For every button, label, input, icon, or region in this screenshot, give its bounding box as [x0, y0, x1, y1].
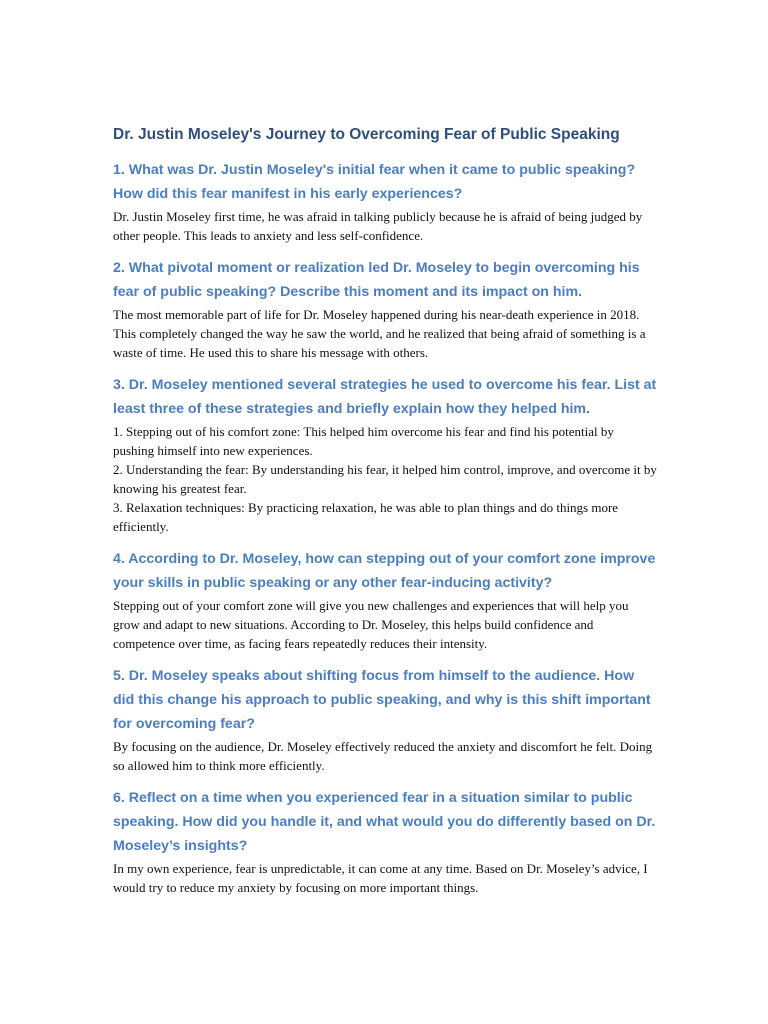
- document-title: Dr. Justin Moseley's Journey to Overcoming Fear of Public Speaking: [113, 126, 620, 143]
- question-heading: 6. Reflect on a time when you experienced fear in a situation similar to public speaking. How did you handle it, and what would you do differently based on Dr. Moseley’s insights?: [113, 790, 656, 854]
- qa-section-3: [113, 373, 658, 536]
- answer-paragraph: Dr. Justin Moseley first time, he was afraid in talking publicly because he is afraid of being judged by other people. This leads to anxiety and less self-confidence.: [113, 209, 643, 243]
- strategy-item: 1. Stepping out of his comfort zone: This helped him overcome his fear and find his potential by pushing himself into new experiences.: [113, 424, 614, 458]
- qa-section-5: [113, 664, 658, 775]
- answer-paragraph: In my own experience, fear is unpredictable, it can come at any time. Based on Dr. Moseley’s advice, I would try to reduce my anxiety by focusing on more important things.: [113, 861, 648, 895]
- strategy-item: 2. Understanding the fear: By understanding his fear, it helped him control, improve, and overcome it by knowing his greatest fear.: [113, 462, 657, 496]
- qa-section-4: [113, 547, 658, 653]
- answer-paragraph: Stepping out of your comfort zone will give you new challenges and experiences that will help you grow and adapt to new situations. According to Dr. Moseley, this helps build confidence and competence over time, as facing fears repeatedly reduces their intensity.: [113, 598, 629, 651]
- answer-paragraph: The most memorable part of life for Dr. Moseley happened during his near-death experience in 2018. This completely changed the way he saw the world, and he realized that being afraid of something is a waste of time. He used this to share his message with others.: [113, 307, 646, 360]
- question-heading: 4. According to Dr. Moseley, how can stepping out of your comfort zone improve your skills in public speaking or any other fear-inducing activity?: [113, 551, 656, 591]
- qa-section-1: [113, 158, 658, 245]
- answer-paragraph: By focusing on the audience, Dr. Moseley effectively reduced the anxiety and discomfort he felt. Doing so allowed him to think more efficiently.: [113, 739, 653, 773]
- question-heading: 1. What was Dr. Justin Moseley's initial fear when it came to public speaking? How did this fear manifest in his early experiences?: [113, 162, 636, 202]
- question-heading: 5. Dr. Moseley speaks about shifting focus from himself to the audience. How did this change his approach to public speaking, and why is this shift important for overcoming fear?: [113, 668, 651, 732]
- document-page: [113, 124, 658, 908]
- question-heading: 3. Dr. Moseley mentioned several strategies he used to overcome his fear. List at least three of these strategies and briefly explain how they helped him.: [113, 377, 657, 417]
- answer-list: [113, 422, 658, 536]
- qa-section-2: [113, 256, 658, 362]
- question-heading: 2. What pivotal moment or realization led Dr. Moseley to begin overcoming his fear of public speaking? Describe this moment and its impact on him.: [113, 260, 640, 300]
- strategy-item: 3. Relaxation techniques: By practicing relaxation, he was able to plan things and do things more efficiently.: [113, 500, 619, 534]
- qa-section-6: [113, 786, 658, 897]
